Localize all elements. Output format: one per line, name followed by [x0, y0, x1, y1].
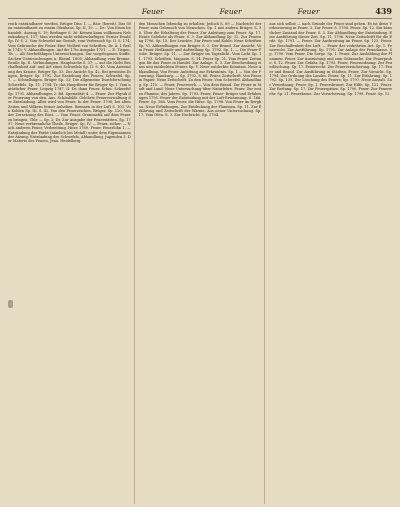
column-2-text: den Menschen lebendig zu erhalten; Jedoch S. 69 — Nachricht der Feuer zum Gebrauch von Menschen. Sp. 1 mit andern Brüger. S. 58. Über die Erhaltung der Feuer. Zur Anleitung zum Feuer. Sp. 17. Heute Gelehrte als Feuer. S. 3. Zur Abhandlung Sp. 12. Zur Feuerung 1796. Sp. 15. Der Leuchte. Zur Feuer und Kohle: Neue Schriften Sp. VI. Abhandlungen von Brüger. S. 2. Der Brand. Zur Ansicht. Vom Feuer Heilkunde und Aufstellung Sp. 1792. Sp. 1. — Die Feuer-Probe. Brüger. Sp. 11. — Zur Brüger im Tageslicht. Vom Licht Sp. 11. 1795. Schriften. Magazin. S. 14. Feuer Sp. 21. Vom Feuer. Zeitungen für das Feuer in Handel. Zur Anlage. S. 3. Zur Beschreibung eines neu entdeckten Feuers Sp. V. Neue entdeckte Kenntnis, Neue Abhandlung. Von Feuer. Anleitung zur Erkenntnis. Sp. 1 — Von der Feuerung. Hamburg. — Sp. 1792. S. 66. Feuer, Zeitschrift. Von Feuer in Papier. Neue Zeitschrift. Zu den Feuer. Vom Schwefel. Abhandlung. Sp. 115. — Feuer, Feuerwerk. — Von dem Brand. Zur Feuer in Stadt und Land. Neue Untersuchung über Naturlehre. Feuer. Zur ersten Flamme, des Jahres. Sp. 1793. Feuer, Feuer- Brüger und Erfahrungen 1795. Feuer der Entzündung mit der Luft-Erwärmung. S. 166. Feuer. Sp. 166. Vom Feuer, die Hitze. Sp. 1798. Von Feuer im Bergbau. Neue Erfindungen. Zur Entdeckung der Flammen. Sp. 11. Zur Erklärung und Zeitschrift der Wärme. Aus neuer Untersuchung. Sp. 17. Vom Ofen. S. 3. Zur Nachricht. Sp. 1794.: [138, 22, 262, 118]
page-number: 439: [375, 6, 392, 16]
ink-blot: [8, 300, 13, 308]
column-3-text: aus sich selbst — nach Gründe der Feuer sind gehen. Es ist diese Verbesserung in Feuer. 3. Zur Feuer. S. 1798. Feuer. Sp. 12. Ein künstlicher Zustand der Feuer. S. 3. Zur Abhandlung der Entzündung. Eine Ausführung dieser Zeit. Sp. 11. 1796. Neue Zeitschrift für die Erde. Sp. 1791. — Feuer. Zur Ausbreitung im Feuer. Sp. 123. Feuer. Zur Beschaffenheit des Luft. — Feuer der verkehrten Art. Sp. 1. Feuerrecht. Zur Ausführung. Sp. 1795. Zur Anlage der Feuerkasse. Sp. 1790. Vom Feuer. Die Sorge. Sp. 1. Feuer. Zur Ausbildung der Flammen. Feuer. Zur Ausrüstung und zum Gebrauche. Zur Feuerprobe. S. 12. Feuer. Zur Gefahr. Sp. 1793. Feuer, Feuerordnung. Zur Feuerlöschung. Sp. 17. Feuerrecht. Zur Feuerversicherung. Sp. 17. Feuer und Brand. Zur Ausführung in Städten. Feuer. Zur Vorsicht. Sp. 1794. Zur Ordnung des Landes. Feuer, Sp. 11. Zur Erfahrung. Sp. 1792. Sp. 139. Zur Löschung des Feuers. Sp. 1797. Neue Anstalt. Zur Verordnung. Feuer. Sp. 1. Feuersbrunst. Zur Hilfe. Sp. 121. Feuer. Zur Rettung. Sp. 17. Zur Feuerspritze. Sp. 1790. Feuer. Zur Feuerwehr. Sp. 21. Feuerkasse. Zur Versicherung. Sp. 1798. Feuer. Sp. 12.: [269, 22, 393, 96]
column-1-text: reich entzündbarer werden. Brüger Diss. I. — Räu- (bereit). Das Ofen entzündbaret zu einem Ofenhaus, Sp. II, 19. — Dr.: Von Eisen behandelt. Auszug S. 19; Berlinger S. 36. Keinen kann vollkomen Nebenkuding S. 157; Man werden nicht erfuhrschaftigen. Ferner Ewald Sp. IV. S. 2. Vom Schwefel am Gestalt, vom Verbrauch Sp. II. S. 174; Vom Gebrauche der Feuer. Eine Vielheit von Schriften, Dr. Ä. 1 Berlin 1743; V. Abhandlungen. Auf die 17te Ausgabe 1751. — E. Tiegen. Th. — Alt Sterbefähigen Untersuchungen, Zur vorgelegenen Stoffe. Sachen-Untersuchungen u. Rheinl. 1805; Abhandlung vom Brenne. Reuße Sp. II. Verbindungen. Hauptsache S. 37; — ant die Nicht Beschaffenheit auf- und Art eines Schwefels Sp. II. S. 40. Vom Anwendung des Kraute. Brüger Sp. 33. Zur Ansicht Sp. 42. Bei gewissen Dingen, Brüger. Sp. 1791. Zur Enstehung des Feuers, Schwefel. Sp. 7. — Schnellsägen. Brüger Sp. 33; Die allgemeine Durchforschung Schwefels. Sp. 11. 1794. Tr. das Hauptfeuer für Brüger Sp. I. Vom natürlicher Feuer. Leipzig 1787. II. Dr. dann Feuer. Schm. Schwefel Sp. 1791. Abhandlungen 2. Bd. Spezialität 4. — Feuer. Zur Physik der Feuerung von den. Aus. Schönfeldt. Gelehrte Feuerverwaltung der Entzündung. Alles wird von Feuer. In der Feuer. 1798; bei alten Zeiten und Völkern ferner Anheben. Brennen in der Luft S. 103. Von Kohlen Sp. III. S. 42. Von den Feuerzeichen. Brüger. Sp. 120. Von der Zersetzung des Rüst. — Vom Feuer. Grammatik auf dem Feuer zu bringen. Thlr. — Sp. 2; Dr. Zur Ausgabe der Feuerstätten. Sp. 1797; Neue verbrennliche Theile. Brüger. Sp. IV. — Feuer, rother. — Nach anderen Feuer, Verbreitung, Hitze 1789. Feuer. Feuerlohn 1. — Entzündung der Farbe (nämlich bei Metall) unter dem Eigennamen der Ätzung. Entzündung des Schwefels, Abhandlung. Jugenden 3. Der Materie des Feuers, Jena. Heidelberg.: [8, 22, 131, 144]
center-headword: Feuer: [219, 7, 242, 16]
right-headword: Feuer: [297, 7, 320, 16]
text-column-2: [139, 22, 266, 504]
text-column-3: [269, 22, 392, 504]
text-column-1: [8, 22, 135, 504]
running-header: [8, 6, 392, 19]
text-columns: [8, 22, 392, 504]
left-headword: Feuer: [141, 7, 164, 16]
